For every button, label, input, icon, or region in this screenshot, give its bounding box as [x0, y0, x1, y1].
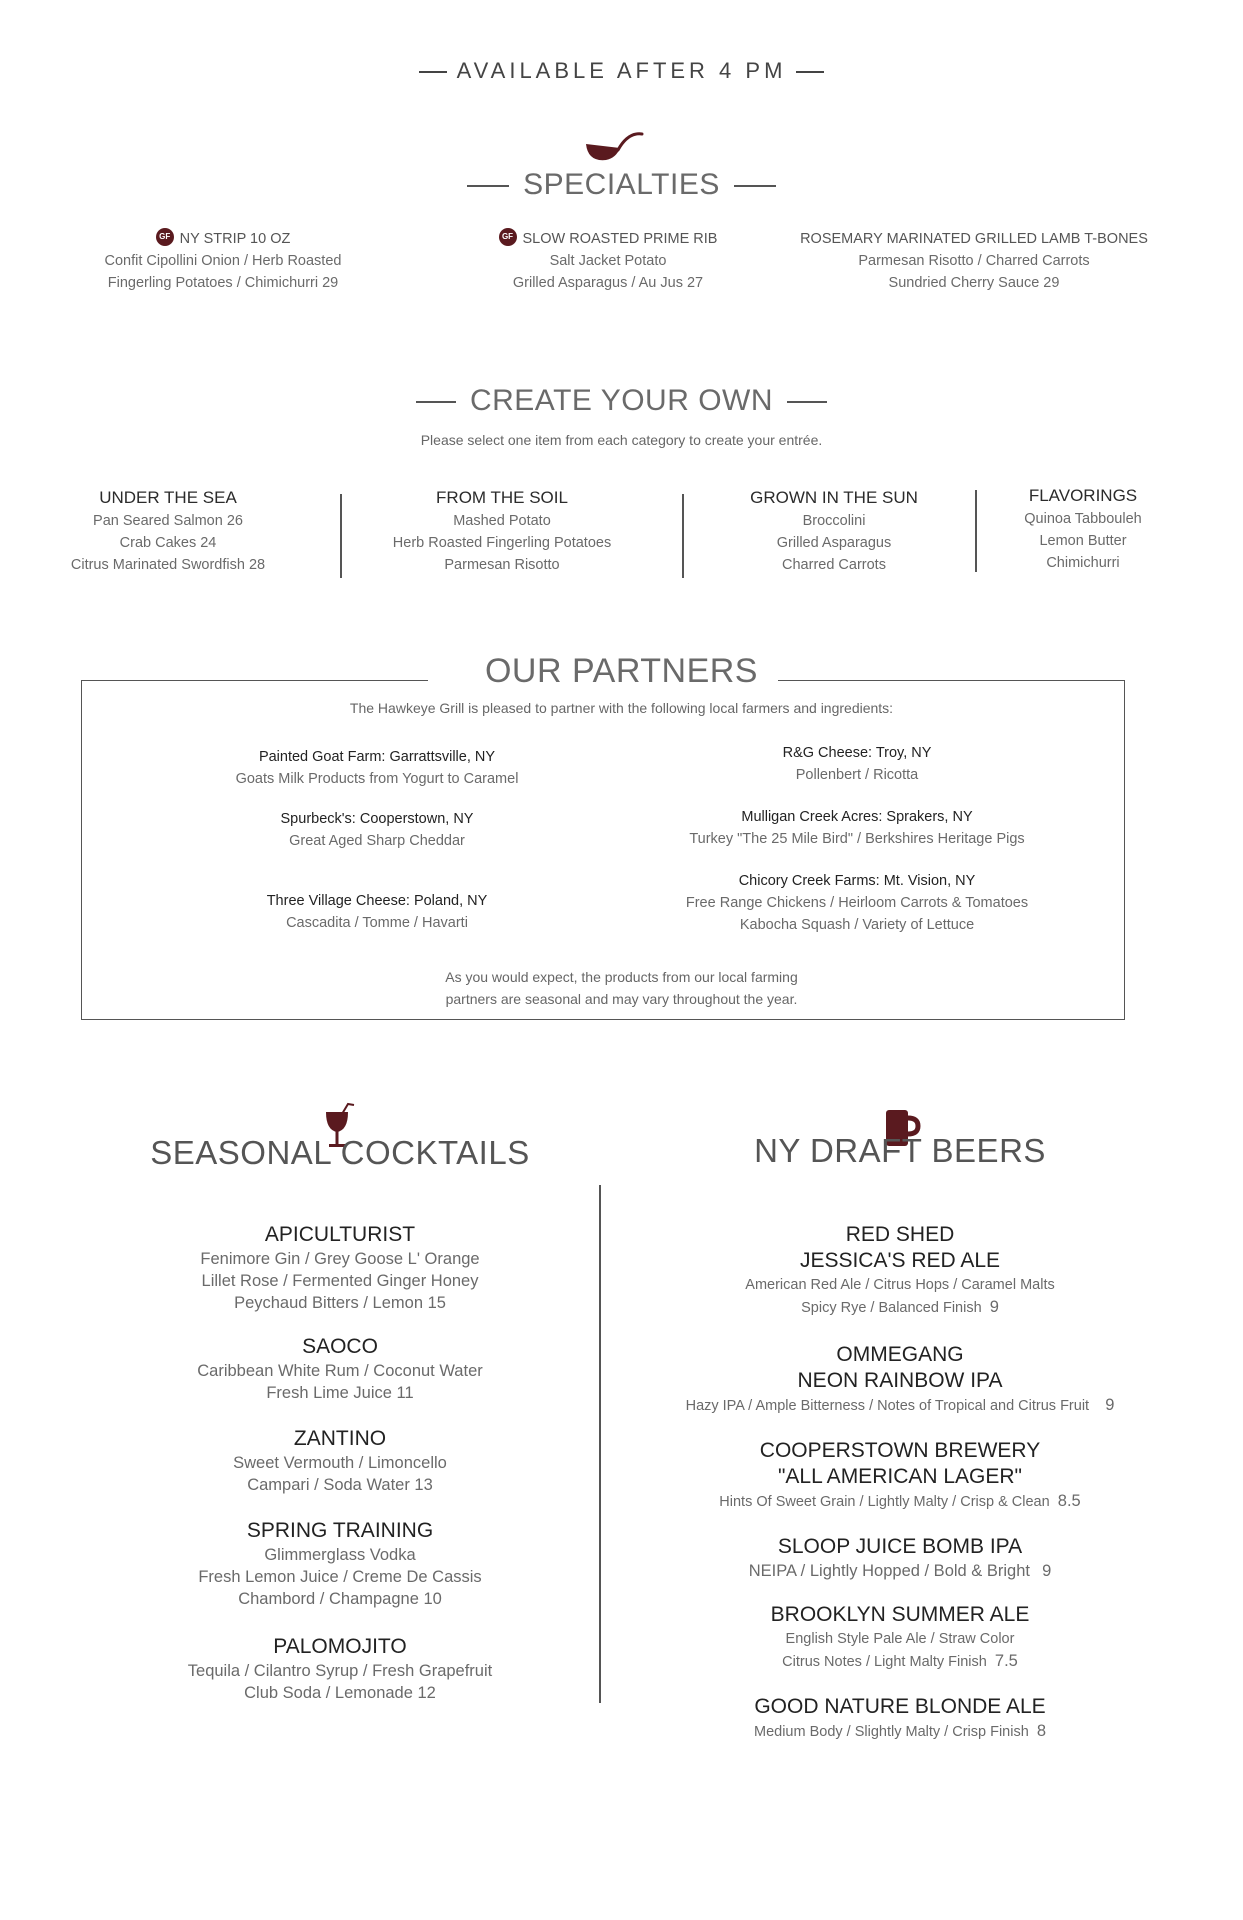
category-from-the-soil	[372, 486, 632, 576]
cocktail-name: SAOCO	[302, 1335, 378, 1358]
beer-price: 9	[1042, 1562, 1052, 1580]
category-item: Herb Roasted Fingerling Potatoes	[392, 535, 612, 551]
category-item: Quinoa Tabbouleh	[1024, 511, 1142, 527]
category-divider	[682, 494, 684, 578]
cocktail-item	[100, 1518, 580, 1610]
beer-line-row	[640, 1650, 1160, 1673]
category-item: Mashed Potato	[453, 513, 551, 529]
partners-footer	[0, 966, 1243, 1010]
category-item: Chimichurri	[1046, 555, 1120, 571]
beer-name: BROOKLYN SUMMER ALE	[770, 1603, 1030, 1626]
specialty-line: Sundried Cherry Sauce 29	[888, 275, 1060, 291]
farm-desc: Cascadita / Tomme / Havarti	[286, 915, 468, 931]
cocktail-line: Fresh Lemon Juice / Creme De Cassis	[198, 1568, 482, 1586]
cocktail-line: Fenimore Gin / Grey Goose L' Orange	[200, 1250, 480, 1268]
category-head: FROM THE SOIL	[436, 488, 568, 507]
beer-price: 8.5	[1057, 1492, 1081, 1510]
specialty-name-row	[58, 228, 388, 250]
partner-farm	[647, 742, 1067, 786]
title-rule-left	[416, 401, 456, 403]
ladle-icon	[582, 128, 646, 168]
farm-name: Three Village Cheese: Poland, NY	[266, 893, 488, 909]
specialty-item	[58, 228, 388, 294]
beer-line: Hints Of Sweet Grain / Lightly Malty / Crisp & Clean	[719, 1494, 1050, 1510]
category-head: UNDER THE SEA	[99, 488, 237, 507]
cocktail-line: Glimmerglass Vodka	[264, 1546, 416, 1564]
cocktail-item	[100, 1222, 580, 1314]
create-your-own-title-text: CREATE YOUR OWN	[469, 384, 774, 417]
cocktail-line: Club Soda / Lemonade 12	[244, 1684, 436, 1702]
beer-item	[640, 1222, 1160, 1319]
farm-name: Chicory Creek Farms: Mt. Vision, NY	[738, 873, 976, 889]
farm-name: R&G Cheese: Troy, NY	[782, 745, 932, 761]
cocktail-line: Fresh Lime Juice 11	[266, 1384, 414, 1402]
category-item: Broccolini	[802, 513, 866, 529]
partners-footer-line: As you would expect, the products from our local farming	[445, 969, 798, 985]
cocktail-item	[100, 1634, 580, 1704]
specialty-line: Parmesan Risotto / Charred Carrots	[858, 253, 1090, 269]
beer-item	[640, 1342, 1160, 1417]
gluten-free-badge: GF	[156, 228, 174, 246]
beer-line-row	[640, 1560, 1160, 1583]
beer-name: SLOOP JUICE BOMB IPA	[777, 1535, 1023, 1558]
category-item: Citrus Marinated Swordfish 28	[70, 557, 266, 573]
specialty-line: Confit Cipollini Onion / Herb Roasted	[104, 253, 342, 269]
partners-footer-line: partners are seasonal and may vary throughout the year.	[445, 991, 798, 1007]
banner-dash-right	[796, 71, 824, 73]
cocktail-line: Campari / Soda Water 13	[247, 1476, 433, 1494]
cocktail-line: Tequila / Cilantro Syrup / Fresh Grapefruit	[187, 1662, 493, 1680]
title-rule-right	[787, 401, 827, 403]
beer-item	[640, 1694, 1160, 1743]
specialty-item	[443, 228, 773, 294]
cocktail-name: PALOMOJITO	[273, 1635, 407, 1658]
category-head: FLAVORINGS	[1028, 486, 1138, 505]
specialty-item	[794, 228, 1154, 294]
beer-line: NEIPA / Lightly Hopped / Bold & Bright	[748, 1562, 1030, 1580]
farm-desc: Pollenbert / Ricotta	[795, 767, 919, 783]
beer-name: JESSICA'S RED ALE	[799, 1249, 1001, 1272]
category-under-the-sea	[48, 486, 288, 576]
specialty-name: ROSEMARY MARINATED GRILLED LAMB T-BONES	[800, 231, 1148, 247]
farm-desc: Kabocha Squash / Variety of Lettuce	[739, 917, 975, 933]
category-divider	[975, 490, 977, 572]
category-item: Charred Carrots	[782, 557, 886, 573]
drinks-divider	[599, 1185, 601, 1703]
beer-line-row	[640, 1394, 1160, 1417]
beer-line: Medium Body / Slightly Malty / Crisp Finish	[753, 1724, 1029, 1740]
cocktail-line: Chambord / Champagne 10	[238, 1590, 442, 1608]
specialty-line: Fingerling Potatoes / Chimichurri 29	[107, 275, 339, 291]
beer-line-row	[640, 1490, 1160, 1513]
partner-farm	[647, 870, 1067, 936]
cocktail-line: Sweet Vermouth / Limoncello	[233, 1454, 447, 1472]
beer-line: Citrus Notes / Light Malty Finish	[782, 1654, 987, 1670]
cocktail-name: SPRING TRAINING	[246, 1519, 434, 1542]
beer-price: 8	[1036, 1722, 1047, 1740]
partners-title-text: OUR PARTNERS	[469, 652, 774, 690]
beer-line: Hazy IPA / Ample Bitterness / Notes of Tropical and Citrus Fruit	[685, 1398, 1090, 1414]
farm-name: Spurbeck's: Cooperstown, NY	[280, 811, 474, 827]
category-item: Pan Seared Salmon 26	[93, 513, 243, 529]
beer-name: NEON RAINBOW IPA	[797, 1369, 1003, 1392]
banner-text: AVAILABLE AFTER 4 PM	[456, 58, 787, 83]
partner-farm	[647, 806, 1067, 850]
farm-desc: Great Aged Sharp Cheddar	[289, 833, 465, 849]
title-rule-right	[734, 185, 776, 187]
specialty-name-row	[443, 228, 773, 250]
beer-name: "ALL AMERICAN LAGER"	[777, 1465, 1023, 1488]
farm-desc: Free Range Chickens / Heirloom Carrots & Tomatoes	[685, 895, 1029, 911]
beer-item	[640, 1534, 1160, 1583]
cocktail-name: APICULTURIST	[264, 1223, 416, 1246]
specialty-name: SLOW ROASTED PRIME RIB	[522, 231, 718, 247]
create-your-own-subtitle: Please select one item from each category to create your entrée.	[420, 432, 823, 448]
cocktail-line: Lillet Rose / Fermented Ginger Honey	[201, 1272, 479, 1290]
cocktail-line: Caribbean White Rum / Coconut Water	[197, 1362, 483, 1380]
cocktail-line: Peychaud Bitters / Lemon 15	[234, 1294, 446, 1312]
cocktail-item	[100, 1426, 580, 1496]
category-grown-in-the-sun	[724, 486, 944, 576]
cocktail-item	[100, 1334, 580, 1404]
farm-desc: Goats Milk Products from Yogurt to Caramel	[235, 771, 519, 787]
category-item: Grilled Asparagus	[776, 535, 892, 551]
cocktails-title: SEASONAL COCKTAILS	[150, 1134, 530, 1171]
gluten-free-badge: GF	[499, 228, 517, 246]
beer-item	[640, 1438, 1160, 1513]
partners-intro: The Hawkeye Grill is pleased to partner with the following local farmers and ingredients:	[349, 700, 894, 716]
category-item: Lemon Butter	[1039, 533, 1127, 549]
beers-title: NY DRAFT BEERS	[754, 1132, 1046, 1169]
category-item: Parmesan Risotto	[444, 557, 560, 573]
partner-farm	[167, 808, 587, 852]
farm-name: Painted Goat Farm: Garrattsville, NY	[258, 749, 496, 765]
farm-name: Mulligan Creek Acres: Sprakers, NY	[741, 809, 973, 825]
beer-line-row	[640, 1720, 1160, 1743]
category-flavorings	[1000, 484, 1166, 574]
category-divider	[340, 494, 342, 578]
beer-price: 9	[989, 1298, 999, 1316]
cocktail-name: ZANTINO	[293, 1427, 387, 1450]
beer-name: OMMEGANG	[836, 1343, 964, 1366]
beer-line-row	[640, 1296, 1160, 1319]
specialty-line: Salt Jacket Potato	[549, 253, 667, 269]
beer-name: COOPERSTOWN BREWERY	[759, 1439, 1041, 1462]
beer-item	[640, 1602, 1160, 1673]
beer-name: RED SHED	[845, 1223, 955, 1246]
beer-name: GOOD NATURE BLONDE ALE	[754, 1695, 1046, 1718]
beer-price: 9	[1105, 1396, 1115, 1414]
beer-line: American Red Ale / Citrus Hops / Caramel Malts	[745, 1277, 1055, 1293]
farm-desc: Turkey "The 25 Mile Bird" / Berkshires Heritage Pigs	[689, 831, 1025, 847]
beer-price: 7.5	[994, 1652, 1018, 1670]
banner-dash-left	[419, 71, 447, 73]
beer-line: English Style Pale Ale / Straw Color	[785, 1631, 1015, 1647]
title-rule-left	[467, 185, 509, 187]
availability-banner	[0, 58, 1243, 84]
specialties-title	[0, 168, 1243, 202]
category-head: GROWN IN THE SUN	[750, 488, 918, 507]
specialties-title-text: SPECIALTIES	[523, 168, 720, 201]
beer-line: Spicy Rye / Balanced Finish	[801, 1300, 982, 1316]
create-your-own-title	[0, 384, 1243, 418]
partner-farm	[167, 746, 587, 790]
partners-title	[0, 652, 1243, 691]
category-item: Crab Cakes 24	[119, 535, 217, 551]
specialty-name: NY STRIP 10 OZ	[179, 231, 291, 247]
partner-farm	[167, 890, 587, 934]
specialty-line: Grilled Asparagus / Au Jus 27	[512, 275, 704, 291]
